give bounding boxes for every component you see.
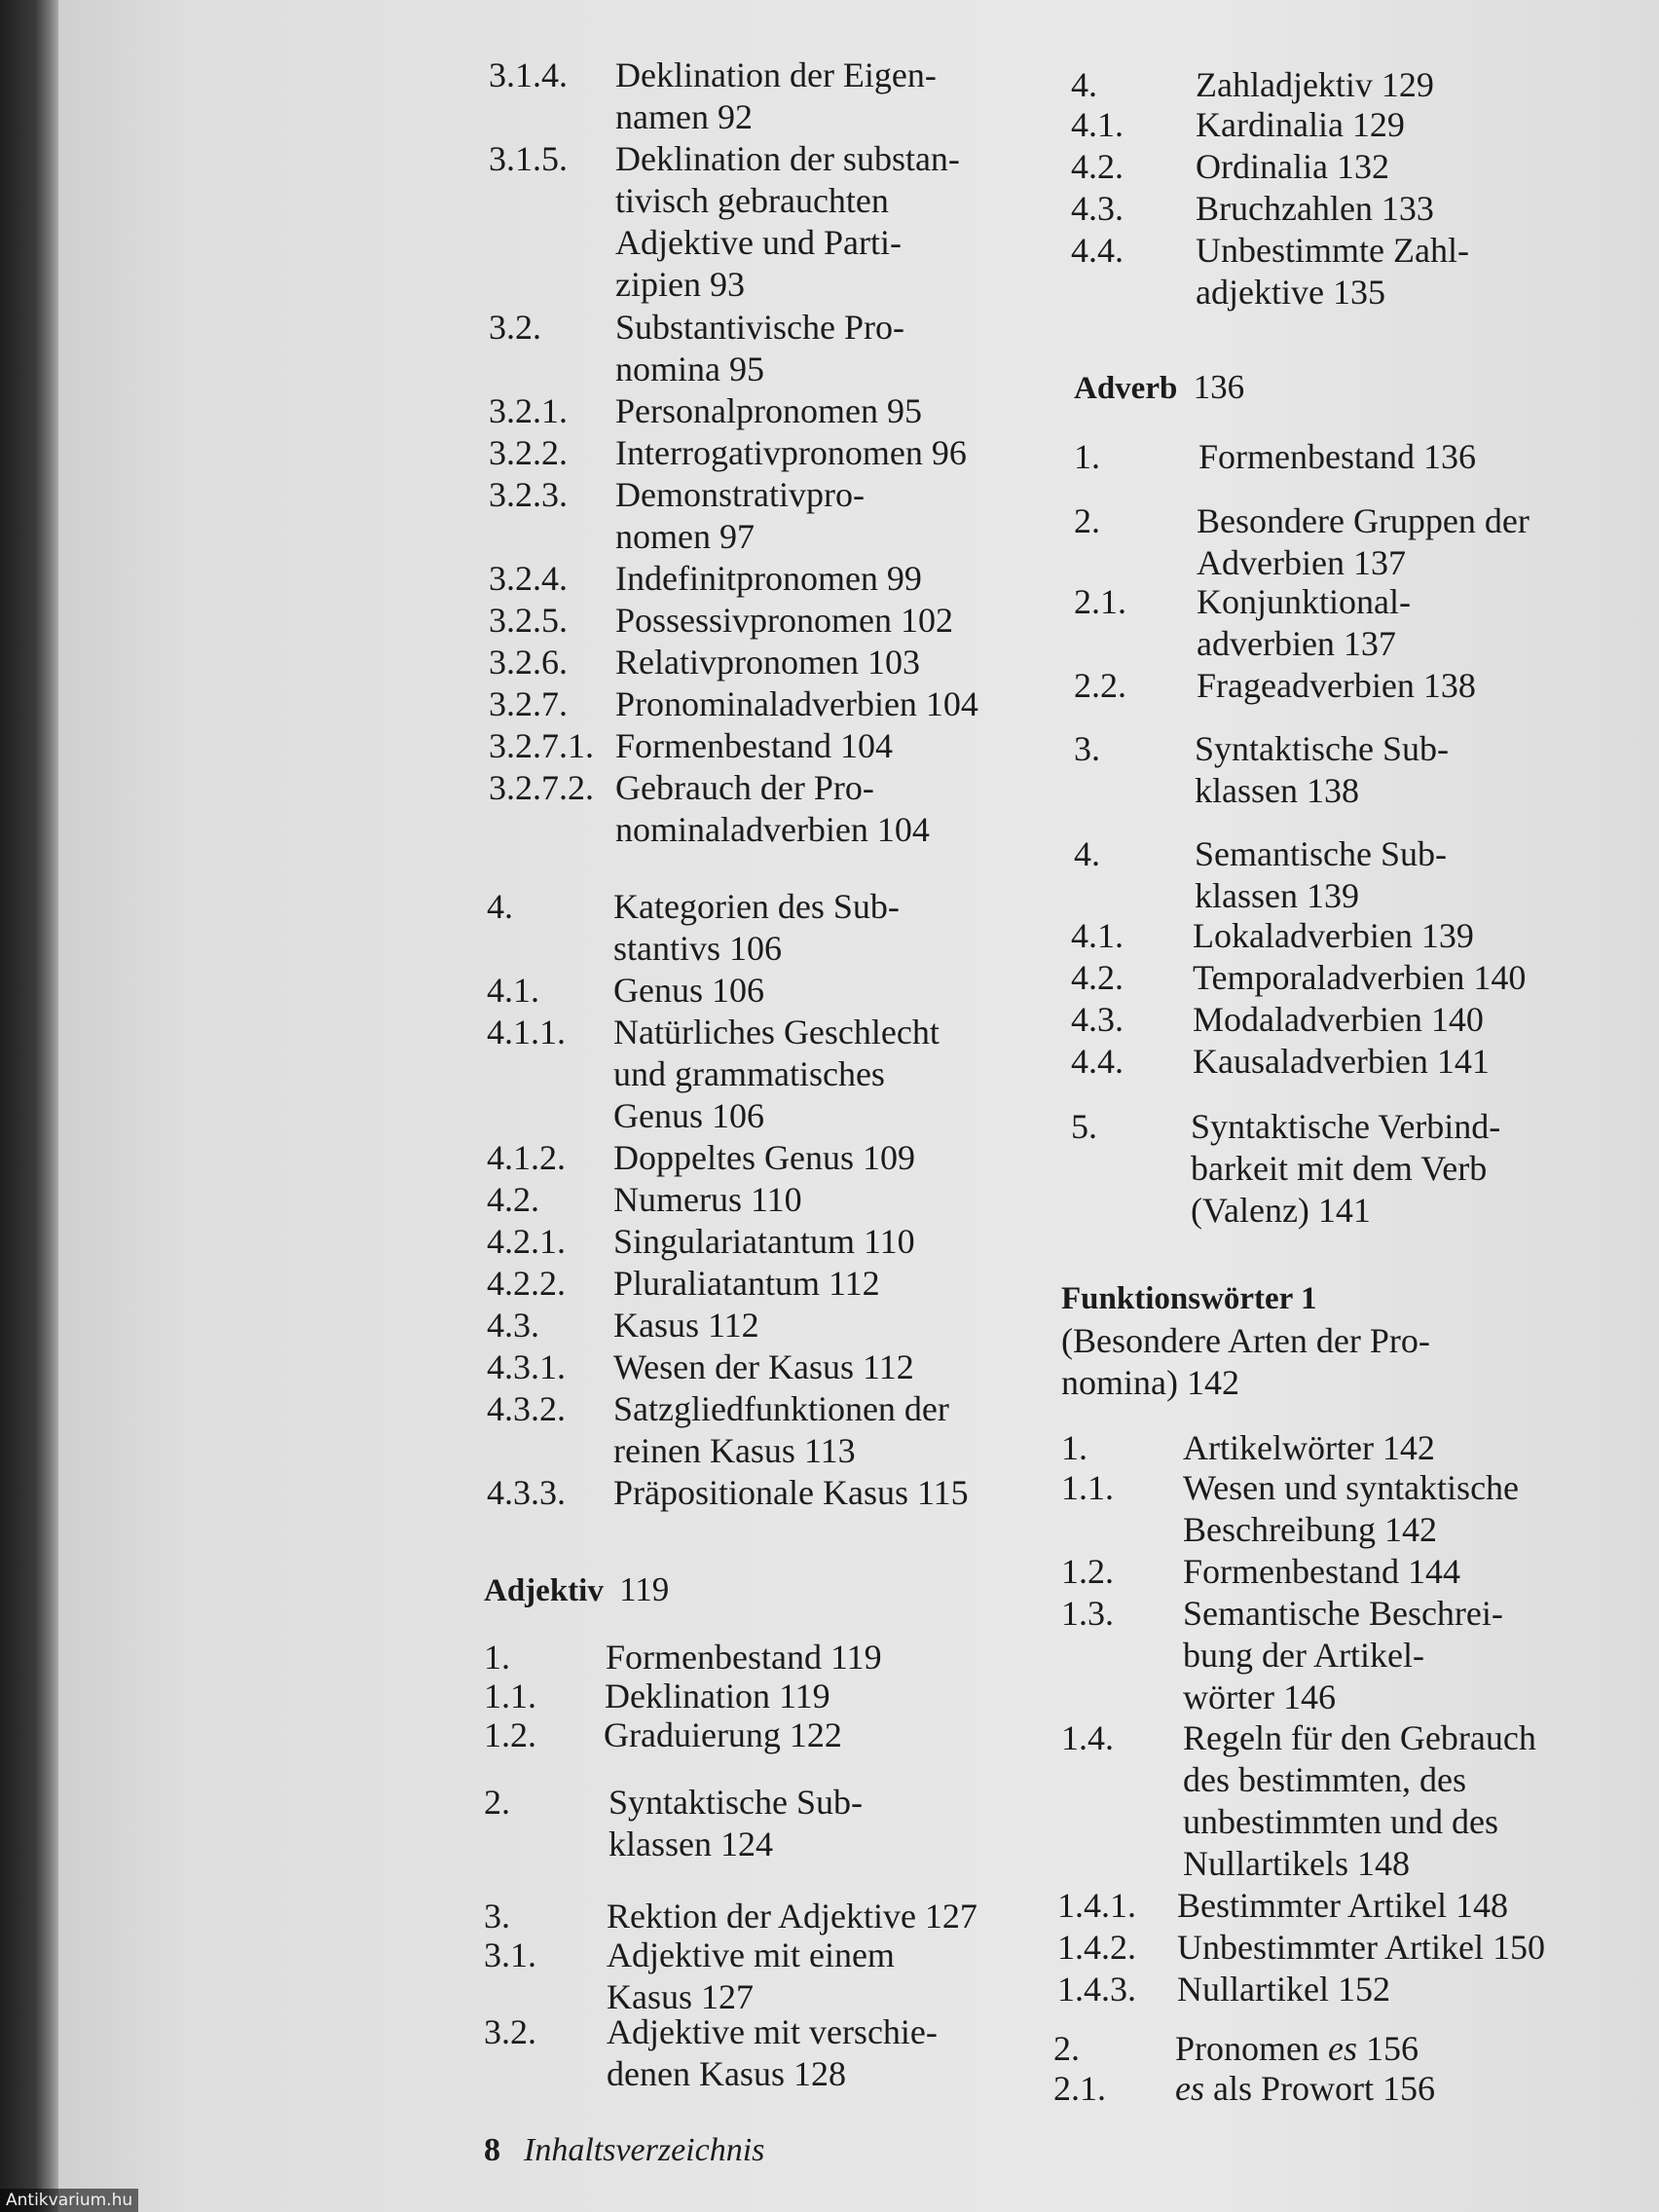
entry-number: 4.3.2. xyxy=(487,1389,566,1428)
section-heading-adverb xyxy=(1074,366,1244,410)
entry-title-line: Kausaladverbien 141 xyxy=(1193,1042,1490,1081)
entry-number: 4.1. xyxy=(1071,105,1124,144)
entry-title-line: namen 92 xyxy=(615,97,753,136)
heading-subtitle xyxy=(1061,1320,1430,1404)
entry-title-line: Pronominaladverbien 104 xyxy=(615,684,978,723)
entry-title-line: Bruchzahlen 133 xyxy=(1196,189,1434,228)
entry-number: 1.4.3. xyxy=(1057,1970,1136,2009)
heading-word: Adverb xyxy=(1074,371,1178,406)
entry-title-line: Indefinitpronomen 99 xyxy=(615,559,922,598)
entry-number: 2. xyxy=(1053,2029,1080,2068)
entry-title-line: Pluraliatantum 112 xyxy=(613,1264,880,1303)
section-heading-funktionswoerter xyxy=(1061,1278,1317,1320)
entry-number: 3.2.2. xyxy=(489,433,568,472)
entry-number: 4.2. xyxy=(1071,147,1124,186)
entry-title-line: Singulariatantum 110 xyxy=(613,1222,915,1261)
entry-title-line: Beschreibung 142 xyxy=(1183,1510,1437,1549)
entry-title-line: Präpositionale Kasus 115 xyxy=(613,1473,969,1512)
entry-title-line: Genus 106 xyxy=(613,1096,764,1135)
entry-number: 2. xyxy=(484,1783,510,1822)
entry-number: 4.3.1. xyxy=(487,1347,566,1386)
entry-title-line: Syntaktische Verbind- xyxy=(1191,1107,1501,1146)
entry-number: 3. xyxy=(1074,729,1100,768)
entry-number: 1.4.2. xyxy=(1057,1928,1136,1967)
entry-number: 3.2.7.2. xyxy=(489,768,594,807)
heading-title: Funktionswörter 1 xyxy=(1061,1281,1317,1316)
entry-title-line xyxy=(1175,2028,1419,2070)
entry-title-line: Deklination der substan- xyxy=(615,139,960,178)
entry-title-line: bung der Artikel- xyxy=(1183,1636,1424,1675)
entry-number: 3.2.1. xyxy=(489,391,568,430)
entry-title-line: Rektion der Adjektive 127 xyxy=(607,1897,977,1936)
entry-number: 2.2. xyxy=(1074,666,1126,705)
entry-title-line: adjektive 135 xyxy=(1196,273,1385,312)
entry-number: 3.1.4. xyxy=(489,55,568,94)
entry-number: 3.2.7.1. xyxy=(489,726,594,765)
entry-title-line: Syntaktische Sub- xyxy=(608,1783,863,1822)
entry-title-line: Interrogativpronomen 96 xyxy=(615,433,967,472)
entry-number: 4.2. xyxy=(487,1180,539,1219)
entry-number: 4.1.2. xyxy=(487,1138,566,1177)
entry-title-line: Deklination der Eigen- xyxy=(615,55,937,94)
entry-title-line: Temporaladverbien 140 xyxy=(1193,958,1527,997)
entry-number: 5. xyxy=(1071,1107,1097,1146)
entry-title-line: Modaladverbien 140 xyxy=(1193,1000,1484,1039)
entry-title-line: barkeit mit dem Verb xyxy=(1191,1149,1488,1188)
entry-number: 3.2. xyxy=(484,2012,536,2051)
entry-title-line: Kategorien des Sub- xyxy=(613,887,900,926)
entry-number: 4.4. xyxy=(1071,1042,1124,1081)
title-emphasis: es xyxy=(1328,2029,1357,2068)
entry-title-line: wörter 146 xyxy=(1183,1677,1336,1716)
entry-title-line: Artikelwörter 142 xyxy=(1183,1428,1435,1467)
entry-number: 4.4. xyxy=(1071,231,1124,270)
entry-title-line: Kasus 112 xyxy=(613,1306,759,1345)
entry-title-line: Numerus 110 xyxy=(613,1180,802,1219)
entry-title-line: klassen 138 xyxy=(1195,771,1359,810)
entry-number: 1. xyxy=(1061,1428,1088,1467)
entry-number: 3.2.3. xyxy=(489,475,568,514)
heading-word: Adjektiv xyxy=(484,1573,604,1608)
title-prefix: Pronomen xyxy=(1175,2029,1328,2068)
title-suffix: als Prowort 156 xyxy=(1204,2069,1435,2108)
entry-title-line: Natürliches Geschlecht xyxy=(613,1013,940,1051)
entry-title-line: Gebrauch der Pro- xyxy=(615,768,874,807)
entry-number: 1.4.1. xyxy=(1057,1886,1136,1925)
entry-number: 3. xyxy=(484,1897,510,1936)
running-title: Inhaltsverzeichnis xyxy=(524,2132,765,2168)
entry-title-line: Formenbestand 119 xyxy=(606,1638,882,1677)
entry-number: 3.2.5. xyxy=(489,601,568,640)
entry-title-line: Bestimmter Artikel 148 xyxy=(1177,1886,1508,1925)
entry-number: 2. xyxy=(1074,501,1100,540)
entry-title-line xyxy=(1175,2068,1435,2110)
entry-title-line: Besondere Gruppen der xyxy=(1197,501,1530,540)
entry-title-line: Relativpronomen 103 xyxy=(615,643,920,682)
entry-title-line: Adjektive mit verschie- xyxy=(607,2012,938,2051)
entry-title-line: Unbestimmter Artikel 150 xyxy=(1177,1928,1545,1967)
entry-number: 3.2.4. xyxy=(489,559,568,598)
entry-title-line: Genus 106 xyxy=(613,971,764,1010)
heading-subtitle-line: (Besondere Arten der Pro- xyxy=(1061,1321,1430,1360)
entry-title-line: Substantivische Pro- xyxy=(615,308,904,347)
entry-title-line: Nullartikel 152 xyxy=(1177,1970,1390,2009)
watermark: Antikvarium.hu xyxy=(0,2189,138,2212)
entry-title-line: nomen 97 xyxy=(615,517,755,556)
entry-title-line: Semantische Sub- xyxy=(1195,834,1447,873)
book-binding xyxy=(0,0,58,2212)
entry-number: 4.1.1. xyxy=(487,1013,566,1051)
entry-title-line: Frageadverbien 138 xyxy=(1197,666,1476,705)
heading-page: 136 xyxy=(1193,368,1245,406)
entry-number: 4. xyxy=(1071,65,1097,104)
entry-number: 4.3.3. xyxy=(487,1473,566,1512)
entry-title-line: Adjektive und Parti- xyxy=(615,223,902,262)
title-emphasis: es xyxy=(1175,2069,1204,2108)
entry-number: 1.1. xyxy=(484,1677,536,1715)
entry-number: 1.4. xyxy=(1061,1718,1114,1757)
entry-title-line: Zahladjektiv 129 xyxy=(1196,65,1434,104)
entry-title-line: Kasus 127 xyxy=(607,1977,754,2016)
entry-number: 4.1. xyxy=(1071,916,1124,955)
entry-title-line: Wesen der Kasus 112 xyxy=(613,1347,914,1386)
entry-title-line: Adjektive mit einem xyxy=(607,1936,895,1974)
entry-title-line: Konjunktional- xyxy=(1197,582,1411,621)
entry-number: 4.3. xyxy=(1071,189,1124,228)
entry-title-line: Formenbestand 144 xyxy=(1183,1552,1460,1591)
entry-number: 1.3. xyxy=(1061,1594,1114,1633)
entry-title-line: zipien 93 xyxy=(615,265,745,304)
heading-subtitle-line: nomina) 142 xyxy=(1061,1363,1239,1402)
entry-title-line: tivisch gebrauchten xyxy=(615,181,889,220)
entry-title-line: denen Kasus 128 xyxy=(607,2054,846,2093)
entry-number: 4.2.1. xyxy=(487,1222,566,1261)
entry-title-line: Wesen und syntaktische xyxy=(1183,1468,1520,1507)
entry-number: 1. xyxy=(1074,437,1100,476)
entry-number: 1.1. xyxy=(1061,1468,1114,1507)
entry-number: 2.1. xyxy=(1074,582,1126,621)
entry-title-line: (Valenz) 141 xyxy=(1191,1191,1371,1230)
entry-number: 1.2. xyxy=(1061,1552,1114,1591)
page-number: 8 xyxy=(484,2132,500,2168)
entry-title-line: Formenbestand 136 xyxy=(1198,437,1476,476)
page-footer xyxy=(484,2132,764,2169)
entry-title-line: adverbien 137 xyxy=(1197,624,1396,663)
entry-title-line: Deklination 119 xyxy=(605,1677,830,1715)
entry-title-line: Adverbien 137 xyxy=(1197,543,1406,582)
entry-title-line: und grammatisches xyxy=(613,1054,885,1093)
entry-title-line: Kardinalia 129 xyxy=(1196,105,1405,144)
entry-title-line: klassen 124 xyxy=(608,1825,773,1863)
entry-title-line: Personalpronomen 95 xyxy=(615,391,922,430)
entry-number: 1. xyxy=(484,1638,510,1677)
entry-number: 4.3. xyxy=(487,1306,539,1345)
entry-number: 4.3. xyxy=(1071,1000,1124,1039)
entry-title-line: Regeln für den Gebrauch xyxy=(1183,1718,1536,1757)
entry-number: 3.1.5. xyxy=(489,139,568,178)
entry-title-line: nominaladverbien 104 xyxy=(615,810,930,849)
entry-title-line: Unbestimmte Zahl- xyxy=(1196,231,1469,270)
entry-number: 3.2.7. xyxy=(489,684,568,723)
book-page xyxy=(58,0,1659,2212)
entry-number: 4. xyxy=(487,887,513,926)
entry-number: 1.2. xyxy=(484,1715,536,1754)
entry-title-line: Semantische Beschrei- xyxy=(1183,1594,1503,1633)
entry-title-line: Satzgliedfunktionen der xyxy=(613,1389,949,1428)
entry-number: 3.2.6. xyxy=(489,643,568,682)
entry-title-line: Syntaktische Sub- xyxy=(1195,729,1449,768)
entry-number: 4.1. xyxy=(487,971,539,1010)
entry-title-line: Demonstrativpro- xyxy=(615,475,865,514)
entry-number: 2.1. xyxy=(1053,2069,1106,2108)
entry-number: 4. xyxy=(1074,834,1100,873)
entry-title-line: Possessivpronomen 102 xyxy=(615,601,954,640)
entry-title-line: Nullartikels 148 xyxy=(1183,1844,1410,1883)
title-suffix: 156 xyxy=(1357,2029,1419,2068)
entry-title-line: klassen 139 xyxy=(1195,876,1359,915)
entry-title-line: reinen Kasus 113 xyxy=(613,1431,856,1470)
entry-title-line: stantivs 106 xyxy=(613,929,783,968)
entry-title-line: des bestimmten, des xyxy=(1183,1760,1466,1799)
entry-title-line: Doppeltes Genus 109 xyxy=(613,1138,915,1177)
heading-page: 119 xyxy=(619,1570,670,1608)
entry-title-line: unbestimmten und des xyxy=(1183,1802,1498,1841)
entry-title-line: nomina 95 xyxy=(615,350,764,388)
entry-number: 4.2. xyxy=(1071,958,1124,997)
entry-title-line: Lokaladverbien 139 xyxy=(1193,916,1474,955)
entry-number: 3.2. xyxy=(489,308,541,347)
entry-number: 4.2.2. xyxy=(487,1264,566,1303)
entry-title-line: Graduierung 122 xyxy=(604,1715,842,1754)
entry-number: 3.1. xyxy=(484,1936,536,1974)
entry-title-line: Formenbestand 104 xyxy=(615,726,893,765)
section-heading-adjektiv xyxy=(484,1568,669,1612)
entry-title-line: Ordinalia 132 xyxy=(1196,147,1389,186)
